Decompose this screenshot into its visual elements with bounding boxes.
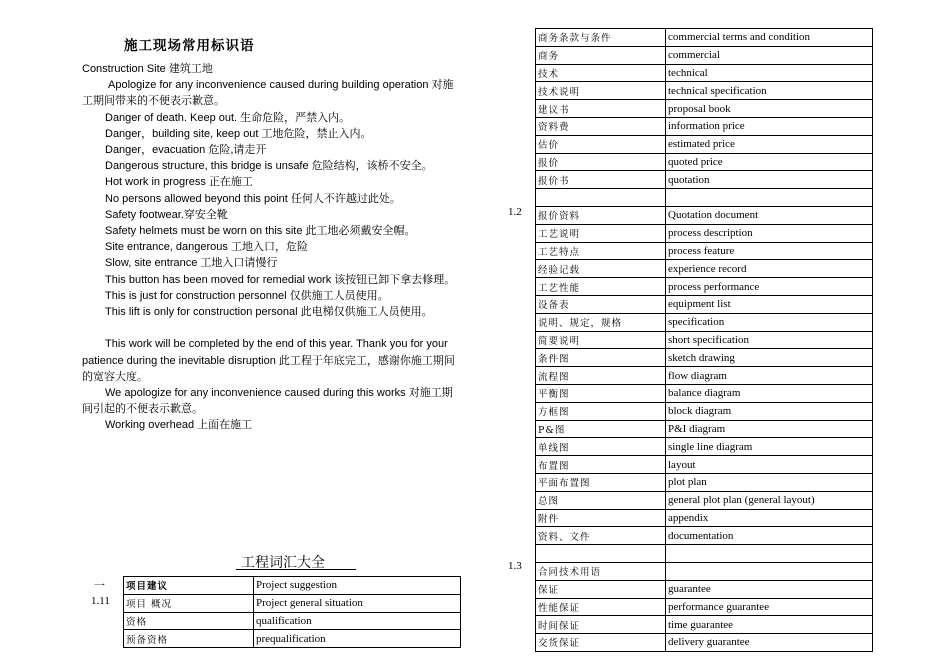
term-zh: 资格 [124, 612, 254, 630]
term-zh: 技术 [536, 64, 666, 82]
term-en: technical specification [666, 82, 873, 100]
term-zh: 工艺特点 [536, 242, 666, 260]
term-en: proposal book [666, 100, 873, 118]
term-en: time guarantee [666, 616, 873, 634]
table-row [536, 509, 873, 527]
term-en: information price [666, 117, 873, 135]
term-zh: 报价 [536, 153, 666, 171]
term-en: general plot plan (general layout) [666, 491, 873, 509]
sign-text: Safety footwear.穿安全靴 [105, 208, 228, 221]
term-en: prequalification [254, 630, 461, 648]
term-en: flow diagram [666, 367, 873, 385]
term-en: process feature [666, 242, 873, 260]
site-line: Construction Site 建筑工地 [82, 63, 213, 75]
term-en: documentation [666, 527, 873, 545]
sign-text: We apologize for any inconvenience caused during this works 对施工期间引起的不便表示歉意。 [82, 387, 453, 416]
term-zh: 性能保证 [536, 598, 666, 616]
term-zh: 合同技术用语 [536, 562, 666, 580]
term-zh: 预备资格 [124, 630, 254, 648]
table-row [536, 473, 873, 491]
table-row [536, 189, 873, 207]
term-zh: 技术说明 [536, 82, 666, 100]
term-zh: 附件 [536, 509, 666, 527]
table-row [124, 612, 461, 630]
term-en: short specification [666, 331, 873, 349]
sign-text: Safety helmets must be worn on this site 此工地必须戴安全帽。 [105, 225, 416, 238]
term-zh: 商务条款与条件 [536, 29, 666, 47]
sign-text: Slow, site entrance 工地入口请慢行 [105, 257, 278, 270]
table-row [536, 82, 873, 100]
term-zh: 经验记载 [536, 260, 666, 278]
term-zh: 简要说明 [536, 331, 666, 349]
term-zh: 流程图 [536, 367, 666, 385]
sign-text: Site entrance, dangerous 工地入口，危险 [105, 241, 308, 254]
table-row [124, 577, 461, 595]
table-row [536, 456, 873, 474]
term-en: guarantee [666, 580, 873, 598]
term-en: quotation [666, 171, 873, 189]
term-zh: P&图 [536, 420, 666, 438]
term-en [666, 562, 873, 580]
term-zh: 总图 [536, 491, 666, 509]
sign-text: No persons allowed beyond this point 任何人不许越过此处。 [105, 192, 401, 205]
glossary-title: 工程词汇大全 [241, 555, 325, 571]
table-row [536, 562, 873, 580]
term-en: delivery guarantee [666, 634, 873, 652]
term-zh: 报价资料 [536, 206, 666, 224]
term-zh: 布置图 [536, 456, 666, 474]
sign-text: Dangerous structure, this bridge is unsafe 危险结构，该桥不安全。 [105, 160, 433, 173]
term-zh: 平面布置图 [536, 473, 666, 491]
term-en: process performance [666, 278, 873, 296]
table-row [536, 206, 873, 224]
table-row [536, 616, 873, 634]
term-en: specification [666, 313, 873, 331]
table-row [536, 367, 873, 385]
sign-text: Working overhead 上面在施工 [105, 419, 253, 432]
term-en: P&I diagram [666, 420, 873, 438]
spacer [82, 320, 460, 336]
table-row [536, 224, 873, 242]
glossary-table-right [535, 28, 873, 652]
term-zh: 报价书 [536, 171, 666, 189]
table-row [536, 384, 873, 402]
term-zh: 商务 [536, 46, 666, 64]
term-en: qualification [254, 612, 461, 630]
term-zh: 方框图 [536, 402, 666, 420]
table-row [536, 598, 873, 616]
table-row [536, 278, 873, 296]
sign-text: Apologize for any inconvenience caused during building operation 对施工期间带来的不便表示歉意。 [82, 79, 454, 108]
term-en: balance diagram [666, 384, 873, 402]
term-zh: 平衡图 [536, 384, 666, 402]
table-row [536, 100, 873, 118]
term-en: single line diagram [666, 438, 873, 456]
term-en: appendix [666, 509, 873, 527]
term-en: commercial terms and condition [666, 29, 873, 47]
table-row [536, 545, 873, 563]
term-zh: 条件图 [536, 349, 666, 367]
term-zh: 工艺性能 [536, 278, 666, 296]
table-row [124, 630, 461, 648]
table-row [536, 153, 873, 171]
term-en: plot plan [666, 473, 873, 491]
term-en: Quotation document [666, 206, 873, 224]
table-row [536, 135, 873, 153]
term-en: commercial [666, 46, 873, 64]
table-row [536, 580, 873, 598]
term-zh: 项目建议 [124, 577, 254, 595]
term-en: equipment list [666, 295, 873, 313]
table-row [536, 46, 873, 64]
sign-text: This work will be completed by the end of this year. Thank you for your patience during the inevitable disruption 此工程于年底完工，感谢你施工期间的宽容大度。 [82, 338, 455, 383]
term-en: process description [666, 224, 873, 242]
sign-text: Danger of death. Keep out. 生命危险，严禁入内。 [105, 111, 351, 124]
sign-text: This button has been moved for remedial work 该按钮已卸下拿去修理。 [105, 273, 456, 286]
table-row [536, 491, 873, 509]
term-zh: 单线图 [536, 438, 666, 456]
term-en: sketch drawing [666, 349, 873, 367]
table-row [124, 594, 461, 612]
term-zh: 时间保证 [536, 616, 666, 634]
term-en: technical [666, 64, 873, 82]
term-en: Project general situation [254, 594, 461, 612]
table-row [536, 260, 873, 278]
term-zh: 资料、文件 [536, 527, 666, 545]
term-zh: 资料费 [536, 117, 666, 135]
table-row [536, 527, 873, 545]
table-row [536, 331, 873, 349]
term-en [666, 189, 873, 207]
table-row [536, 313, 873, 331]
table-row [536, 420, 873, 438]
term-zh: 工艺说明 [536, 224, 666, 242]
section-number: 一 [94, 579, 105, 592]
term-zh: 设备表 [536, 295, 666, 313]
section-number: 1.2 [508, 206, 522, 218]
term-zh [536, 189, 666, 207]
term-en: quoted price [666, 153, 873, 171]
table-row [536, 438, 873, 456]
sign-text: Hot work in progress 正在施工 [105, 176, 253, 189]
table-row [536, 295, 873, 313]
term-zh: 估价 [536, 135, 666, 153]
table-row [536, 349, 873, 367]
sign-text: Danger，building site, keep out 工地危险，禁止入内。 [105, 127, 372, 140]
section-number: 1.3 [508, 560, 522, 572]
table-row [536, 171, 873, 189]
term-zh: 保证 [536, 580, 666, 598]
term-en: Project suggestion [254, 577, 461, 595]
term-en: experience record [666, 260, 873, 278]
table-row [536, 634, 873, 652]
section-number: 1.11 [91, 595, 110, 607]
term-zh: 项目 概况 [124, 594, 254, 612]
sign-text: This lift is only for construction personal 此电梯仅供施工人员使用。 [105, 306, 433, 319]
term-en: performance guarantee [666, 598, 873, 616]
table-row [536, 64, 873, 82]
term-en: block diagram [666, 402, 873, 420]
term-zh: 建议书 [536, 100, 666, 118]
signage-list [82, 61, 460, 434]
term-en: layout [666, 456, 873, 474]
title-underline [236, 569, 356, 570]
table-row [536, 29, 873, 47]
glossary-table-left [123, 576, 461, 648]
page-title: 施工现场常用标识语 [124, 38, 255, 54]
term-en [666, 545, 873, 563]
term-zh: 说明、规定，规格 [536, 313, 666, 331]
sign-text: Danger，evacuation 危险,请走开 [105, 144, 267, 157]
table-row [536, 242, 873, 260]
term-en: estimated price [666, 135, 873, 153]
table-row [536, 402, 873, 420]
sign-text: This is just for construction personnel 仅供施工人员使用。 [105, 289, 389, 302]
term-zh: 交货保证 [536, 634, 666, 652]
term-zh [536, 545, 666, 563]
table-row [536, 117, 873, 135]
